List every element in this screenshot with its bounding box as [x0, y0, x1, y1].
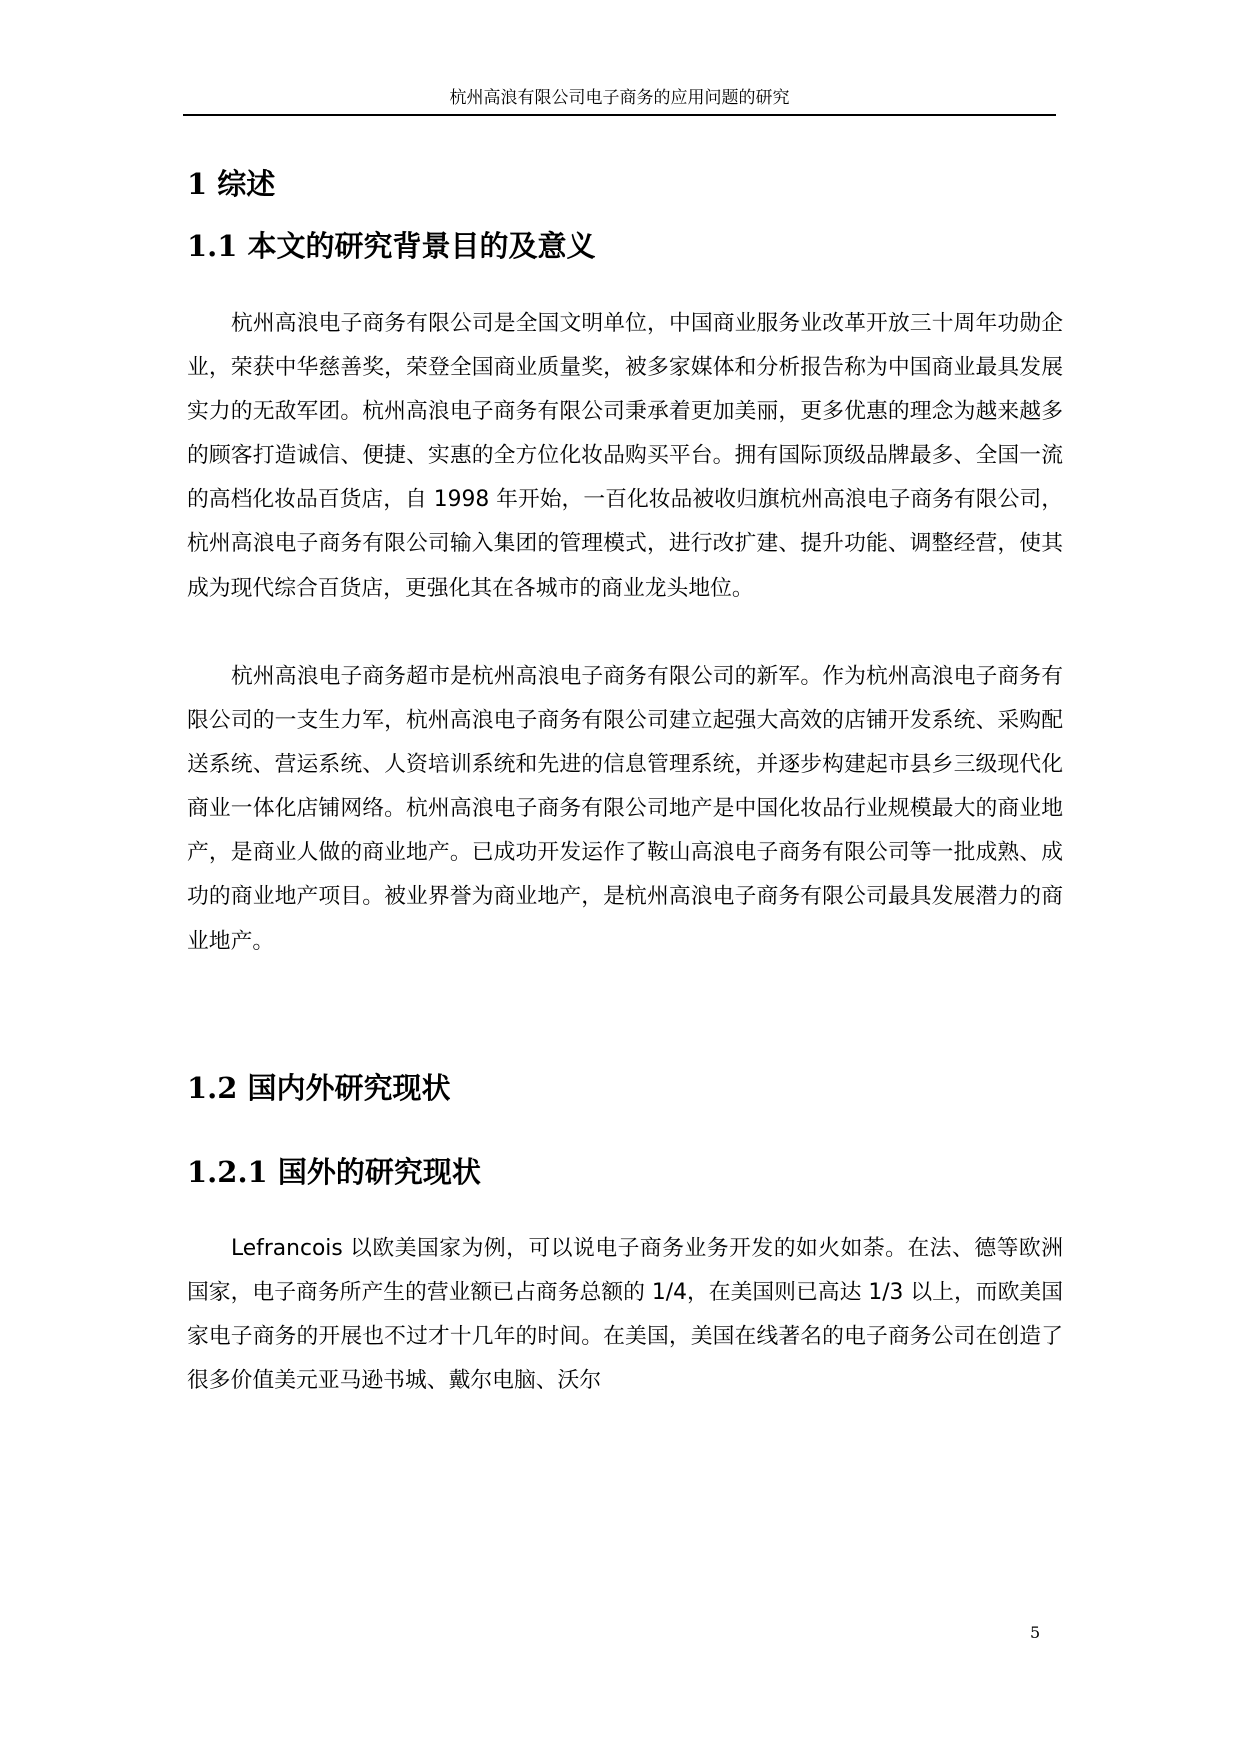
- section-heading-1-2: 1.2 国内外研究现状: [187, 1071, 451, 1105]
- page-number: 5: [1030, 1623, 1041, 1642]
- paragraph-background-2: 杭州高浪电子商务超市是杭州高浪电子商务有限公司的新军。作为杭州高浪电子商务有限公司的一支生力军，杭州高浪电子商务有限公司建立起强大高效的店铺开发系统、采购配送系统、营运系统、人资培训系统和先进的信息管理系统，并逐步构建起市县乡三级现代化商业一体化店铺网络。杭州高浪电子商务有限公司地产是中国化妆品行业规模最大的商业地产，是商业人做的商业地产。已成功开发运作了鞍山高浪电子商务有限公司等一批成熟、成功的商业地产项目。被业界誉为商业地产，是杭州高浪电子商务有限公司最具发展潜力的商业地产。: [187, 664, 1063, 954]
- header-rule: [183, 114, 1056, 116]
- section-heading-1-1: 1.1 本文的研究背景目的及意义: [187, 229, 596, 263]
- chapter-heading: 1 综述: [187, 167, 276, 201]
- section-heading-1-2-1: 1.2.1 国外的研究现状: [187, 1155, 481, 1189]
- paragraph-background-1: 杭州高浪电子商务有限公司是全国文明单位，中国商业服务业改革开放三十周年功勋企业，荣获中华慈善奖，荣登全国商业质量奖，被多家媒体和分析报告称为中国商业最具发展实力的无敌军团。杭州高浪电子商务有限公司秉承着更加美丽，更多优惠的理念为越来越多的顾客打造诚信、便捷、实惠的全方位化妆品购买平台。拥有国际顶级品牌最多、全国一流的高档化妆品百货店，自 1998 年开始，一百化妆品被收归旗杭州高浪电子商务有限公司，杭州高浪电子商务有限公司输入集团的管理模式，进行改扩建、提升功能、调整经营，使其成为现代综合百货店，更强化其在各城市的商业龙头地位。: [187, 311, 1063, 601]
- running-header: 杭州高浪有限公司电子商务的应用问题的研究: [449, 88, 790, 108]
- paragraph-foreign-research: Lefrancois 以欧美国家为例，可以说电子商务业务开发的如火如荼。在法、德等欧洲国家，电子商务所产生的营业额已占商务总额的 1/4，在美国则已高达 1/3 以上，而欧美国家电子商务的开展也不过才十几年的时间。在美国，美国在线著名的电子商务公司在创造了很多价值美元亚马逊书城、戴尔电脑、沃尔: [187, 1236, 1063, 1394]
